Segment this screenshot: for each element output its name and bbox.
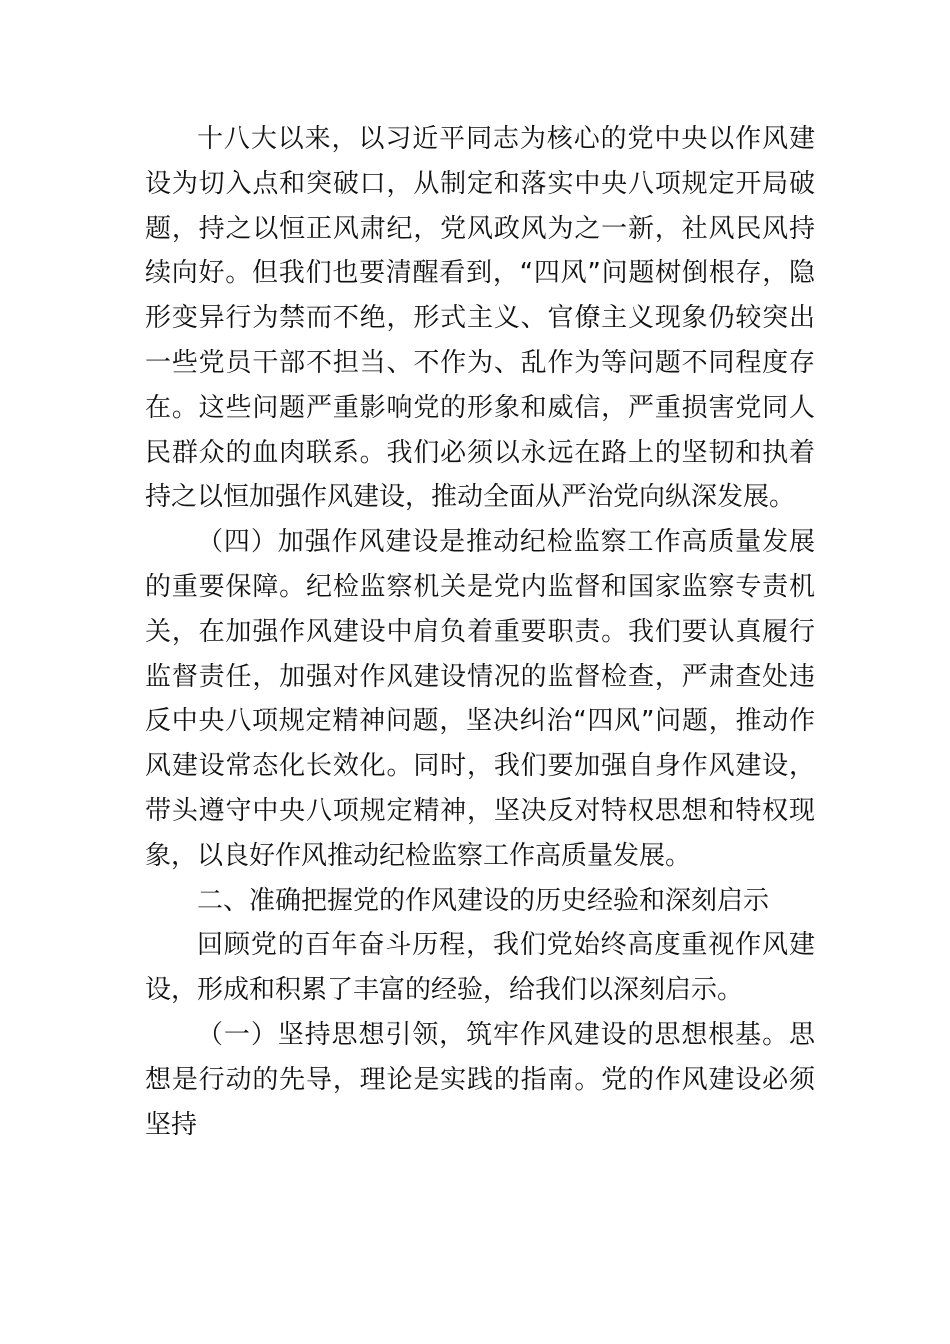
paragraph-review: 回顾党的百年奋斗历程，我们党始终高度重视作风建设，形成和积累了丰富的经验，给我们以深刻启示。 <box>145 930 815 1006</box>
paragraph-section-four: （四）加强作风建设是推动纪检监察工作高质量发展的重要保障。纪检监察机关是党内监督和国家监察专责机关，在加强作风建设中肩负着重要职责。我们要认真履行监督责任，加强对作风建设情况的监督检查，严肃查处违反中央八项规定精神问题，坚决纠治“四风”问题，推动作风建设常态化长效化。同时，我们要加强自身作风建设，带头遵守中央八项规定精神，坚决反对特权思想和特权现象，以良好作风推动纪检监察工作高质量发展。 <box>145 527 815 871</box>
paragraph-point-one: （一）坚持思想引领，筑牢作风建设的思想根基。思想是行动的先导，理论是实践的指南。党的作风建设必须坚持 <box>145 1019 815 1140</box>
paragraph-intro: 十八大以来，以习近平同志为核心的党中央以作风建设为切入点和突破口，从制定和落实中央八项规定开局破题，持之以恒正风肃纪，党风政风为之一新，社风民风持续向好。但我们也要清醒看到，“四风”问题树倒根存，隐形变异行为禁而不绝，形式主义、官僚主义现象仍较突出一些党员干部不担当、不作为、乱作为等问题不同程度存在。这些问题严重影响党的形象和威信，严重损害党同人民群众的血肉联系。我们必须以永远在路上的坚韧和执着持之以恒加强作风建设，推动全面从严治党向纵深发展。 <box>145 124 815 513</box>
section-heading-two: 二、准确把握党的作风建设的历史经验和深刻启示 <box>197 885 770 916</box>
body-text <box>145 117 815 1147</box>
